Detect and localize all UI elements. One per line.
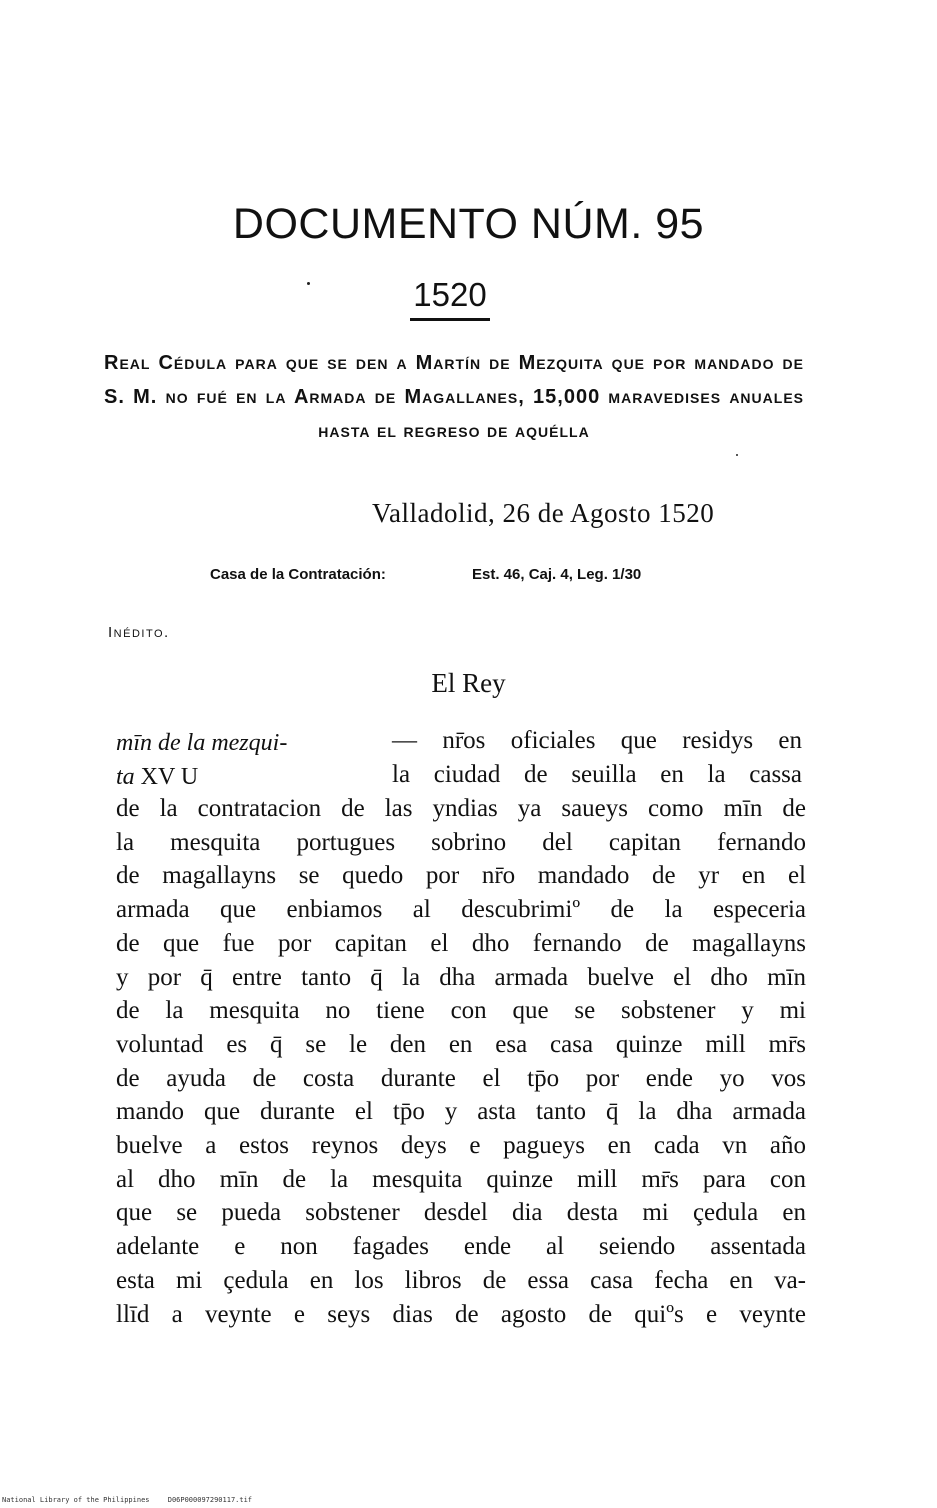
text-line: la mesquita portugues sobrino del capitan fernando [116,828,806,856]
margin-note-line: mīn de la mezqui- [116,730,288,756]
margin-note [116,726,287,794]
text-line: de la contratacion de las yndias ya saueys como mīn de [116,795,806,822]
text-line: de que fue por capitan el dho fernando de magallayns [116,929,806,957]
scan-speck [736,454,738,456]
margin-note-line: ta XV U [116,764,199,790]
text-line: de la mesquita no tiene con que se sobstener y mi [116,997,806,1025]
text-line: la ciudad de seuilla en la cassa [392,761,802,788]
document-subtitle: Real Cédula para que se den a Martín de Mezquita que por mandado de S. M. no fué en la Armada de Magallanes, 15,000 maravedises anuales hasta el regreso de aquélla [104,352,804,442]
text-line: mando que durante el tp̄o y asta tanto q̄ la dha armada [116,1098,806,1126]
text-line: y por q̄ entre tanto q̄ la dha armada buelve el dho mīn [116,963,806,991]
footer-library: National Library of the Philippines [2,1496,150,1504]
section-heading: El Rey [431,668,506,698]
text-line: llīd a veynte e seys dias de agosto de quiºs e veynte [116,1300,806,1328]
text-line: armada que enbiamos al descubrimiº de la especeria [116,896,806,924]
place-date: Valladolid, 26 de Agosto 1520 [372,498,715,528]
scan-footer [2,1496,266,1504]
text-line: voluntad es q̄ se le den en esa casa quinze mill mr̄s [116,1030,806,1058]
status-note: Inédito. [108,624,170,641]
text-line: de magallayns se quedo por nr̄o mandado de yr en el [116,862,806,890]
footer-file: D06P000097290117.tif [167,1496,253,1504]
archive-reference: Est. 46, Caj. 4, Leg. 1/30 [472,566,642,583]
document-title: DOCUMENTO NÚM. 95 [232,200,705,248]
archive-label: Casa de la Contratación: [210,566,386,583]
text-line: — nr̄os oficiales que residys en [392,727,802,754]
body-text [116,792,806,1331]
text-line: adelante e non fagades ende al seiendo assentada [116,1233,806,1261]
year-underline [410,318,490,321]
text-line: al dho mīn de la mesquita quinze mill mr̄s para con [116,1165,806,1193]
text-line: que se pueda sobstener desdel dia desta mi çedula en [116,1199,806,1227]
scan-speck [307,282,310,285]
text-line: de ayuda de costa durante el tp̄o por ende yo vos [116,1064,806,1092]
document-year: 1520 [413,276,487,313]
text-line: esta mi çedula en los libros de essa casa fecha en va- [116,1266,806,1294]
opening-lines [392,724,802,792]
text-line: buelve a estos reynos deys e pagueys en cada vn año [116,1132,806,1160]
